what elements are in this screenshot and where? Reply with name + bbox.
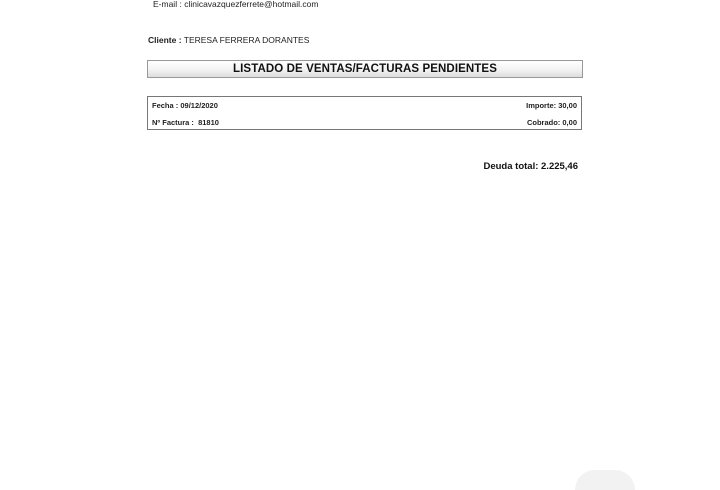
invoice-paid bbox=[527, 118, 577, 127]
listing-title: LISTADO DE VENTAS/FACTURAS PENDIENTES bbox=[147, 60, 583, 78]
email-value: clinicavazquezferrete@hotmail.com bbox=[184, 0, 319, 9]
invoice-row-date-amount bbox=[152, 101, 577, 110]
client-line bbox=[148, 35, 309, 45]
invoice-amount bbox=[526, 101, 577, 110]
email-line bbox=[153, 0, 318, 9]
invoice-paid-value: 0,00 bbox=[562, 118, 577, 127]
invoice-date bbox=[152, 101, 218, 110]
total-debt-value: 2.225,46 bbox=[541, 161, 578, 172]
invoice-number bbox=[152, 118, 219, 127]
invoice-date-label: Fecha : bbox=[152, 101, 179, 110]
invoice-date-value: 09/12/2020 bbox=[180, 101, 218, 110]
invoice-card bbox=[147, 96, 582, 130]
total-debt bbox=[483, 161, 578, 172]
client-label: Cliente : bbox=[148, 35, 182, 45]
total-debt-label: Deuda total: bbox=[483, 161, 539, 172]
invoice-number-label: Nº Factura : bbox=[152, 118, 194, 127]
invoice-amount-label: Importe: bbox=[526, 101, 557, 110]
invoice-number-value: 81810 bbox=[198, 118, 219, 127]
email-label: E-mail : bbox=[153, 0, 182, 9]
invoice-amount-value: 30,00 bbox=[558, 101, 577, 110]
page-curl-shadow bbox=[575, 470, 635, 490]
client-name: TERESA FERRERA DORANTES bbox=[183, 35, 310, 45]
invoice-paid-label: Cobrado: bbox=[526, 118, 561, 127]
invoice-row-number-paid bbox=[152, 118, 577, 127]
